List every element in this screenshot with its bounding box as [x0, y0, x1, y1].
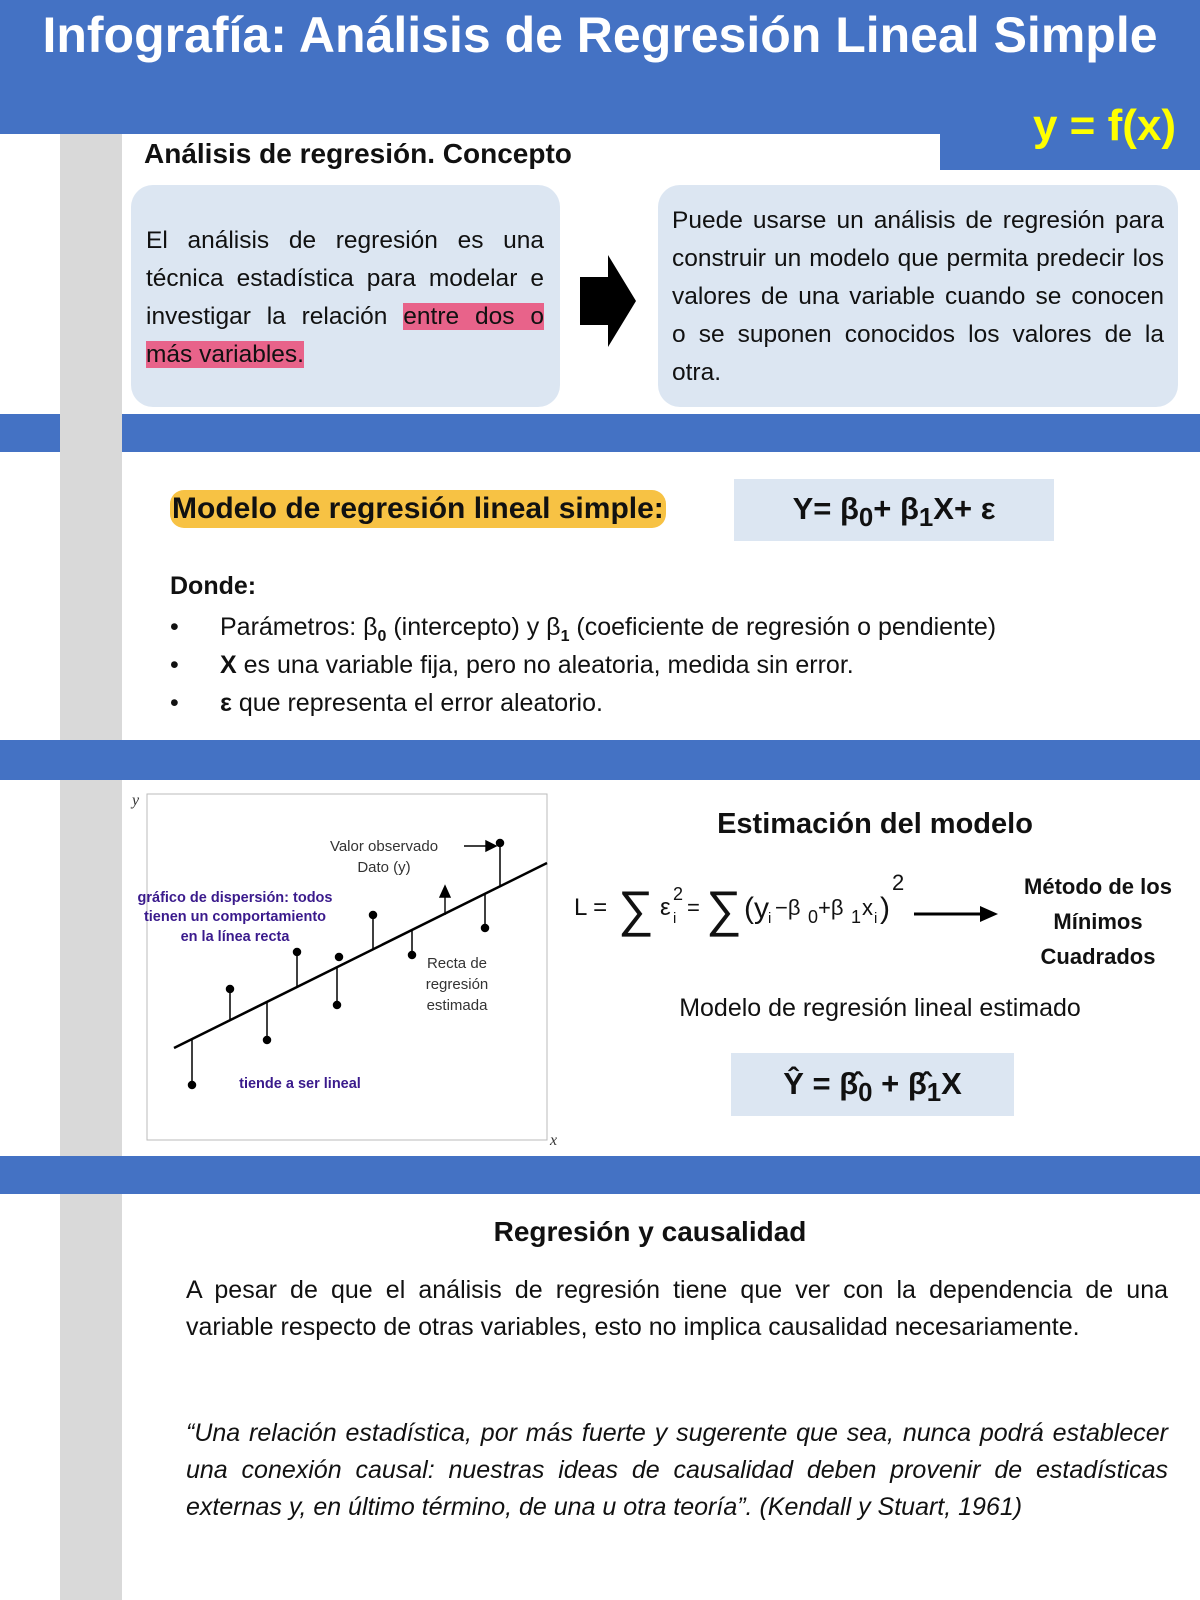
method-line-2: Mínimos — [1053, 909, 1143, 934]
ls-eq: = — [687, 895, 700, 920]
bullet-text: Parámetros: β — [220, 613, 378, 641]
est-yhat: Ŷ = β̂ — [783, 1066, 859, 1101]
bullet-bold: X — [220, 651, 237, 679]
bullet-sub: 1 — [560, 628, 570, 645]
data-point — [336, 954, 343, 961]
section-divider-1b — [122, 414, 1200, 452]
eq-b0-sub: 0 — [858, 504, 874, 533]
bullet-dot: • — [170, 689, 179, 717]
concept-usage: Puede usarse un análisis de regresión para construir un modelo que permita predecir los valores de una variable cuando se conocen o se suponen conocidos los valores de la otra. — [672, 207, 1164, 386]
ls-b1: 1 — [851, 907, 862, 927]
estimation-heading: Estimación del modelo — [717, 808, 1033, 840]
function-formula: y = f(x) — [1032, 101, 1176, 150]
eq-tail: X+ ε — [933, 491, 996, 526]
bullet-text: (coeficiente de regresión o pendiente) — [569, 613, 997, 641]
observed-label-2: Dato (y) — [357, 859, 411, 876]
eq-lhs: Y= β — [792, 491, 859, 526]
annotation-3: en la línea recta — [180, 929, 290, 945]
method-line-3: Cuadrados — [1040, 944, 1156, 969]
bullet-text: es una variable fija, pero no aleatoria, medida sin error. — [236, 651, 854, 679]
x-axis-label: x — [550, 1132, 558, 1149]
annotation-2: tienen un comportamiento — [143, 909, 327, 925]
concept-definition-highlight: entre dos o más variables. — [146, 303, 544, 368]
annotation-4: tiende a ser lineal — [239, 1076, 361, 1092]
donde-heading: Donde: — [170, 572, 257, 600]
right-arrow-icon — [980, 906, 998, 922]
concept-heading: Análisis de regresión. Concepto — [144, 138, 572, 169]
ls-close: ) — [880, 892, 890, 925]
ls-sum-2: ∑ — [706, 881, 742, 937]
y-axis-label: y — [132, 792, 140, 809]
model-equation — [734, 486, 1054, 541]
data-point — [264, 1037, 271, 1044]
method-line-1: Método de los — [1024, 874, 1172, 899]
section-divider-2 — [0, 740, 1200, 780]
eq-mid: + β — [873, 491, 919, 526]
ls-sum-1: ∑ — [618, 881, 654, 937]
ls-plus-beta: +β — [818, 895, 844, 920]
ls-L: L = — [574, 894, 608, 921]
est-b0: 0 — [858, 1079, 873, 1108]
ls-eps: ε — [660, 894, 671, 921]
concept-definition — [146, 222, 544, 374]
bullet-bold: ε — [220, 689, 232, 717]
data-point — [227, 986, 234, 993]
data-point — [497, 840, 504, 847]
data-point — [334, 1002, 341, 1009]
left-gray-bar — [60, 134, 122, 1600]
ls-b0: 0 — [808, 907, 819, 927]
ls-eps-sub: i — [673, 910, 677, 927]
regression-label-1: Recta de — [426, 955, 488, 972]
est-b1: 1 — [926, 1079, 942, 1108]
section-divider-3 — [0, 1156, 1200, 1194]
least-squares-method — [1000, 869, 1196, 974]
regression-label-2: regresión — [425, 976, 489, 993]
ls-x-sub: i — [874, 910, 878, 927]
bullet-sub: 0 — [377, 628, 387, 645]
right-arrow-icon — [580, 255, 636, 347]
page-title: Infografía: Análisis de Regresión Lineal Simple — [42, 7, 1158, 63]
regression-label-3: estimada — [426, 997, 488, 1014]
causality-text: A pesar de que el análisis de regresión tiene que ver con la dependencia de una variable respecto de otras variables, esto no implica causalidad necesariamente. — [186, 1276, 1168, 1341]
data-point — [409, 952, 416, 959]
ls-y-sub: i — [768, 910, 772, 927]
ls-x: x — [862, 895, 873, 920]
section-divider-1 — [0, 414, 60, 452]
ls-minus-beta: −β — [775, 895, 801, 920]
est-x: X — [941, 1066, 962, 1101]
data-point — [370, 912, 377, 919]
est-plus: + β̂ — [872, 1066, 927, 1101]
ls-y: (y — [744, 892, 769, 925]
concept-definition-main: El análisis de regresión es una técnica estadística para modelar e investigar la relación — [146, 227, 544, 330]
data-point — [189, 1082, 196, 1089]
bullet-dot: • — [170, 613, 179, 641]
annotation-1: gráfico de dispersión: todos — [137, 890, 333, 906]
ls-eps-sup: 2 — [673, 884, 684, 904]
bullet-dot: • — [170, 651, 179, 679]
observed-label-1: Valor observado — [329, 838, 439, 855]
data-point — [294, 949, 301, 956]
least-squares-equation — [572, 860, 1022, 950]
eq-b1-sub: 1 — [918, 504, 934, 533]
scatter-diagram — [122, 780, 572, 1150]
bullet-text: (intercepto) y β — [386, 613, 561, 641]
model-label: Modelo de regresión lineal simple: — [170, 490, 666, 528]
estimated-model-caption: Modelo de regresión lineal estimado — [679, 994, 1081, 1022]
causality-heading: Regresión y causalidad — [493, 1216, 807, 1247]
ls-square: 2 — [892, 870, 905, 895]
causality-quote: “Una relación estadística, por más fuerte y sugerente que sea, nunca podrá establecer una conexión causal: nuestras ideas de causalidad deben provenir de estadísticas externas y, en último término, de una u otra teoría”. (Kendall y Stuart, 1961) — [186, 1419, 1168, 1521]
estimated-equation — [731, 1058, 1014, 1119]
bullet-text: que representa el error aleatorio. — [231, 689, 603, 717]
data-point — [482, 925, 489, 932]
